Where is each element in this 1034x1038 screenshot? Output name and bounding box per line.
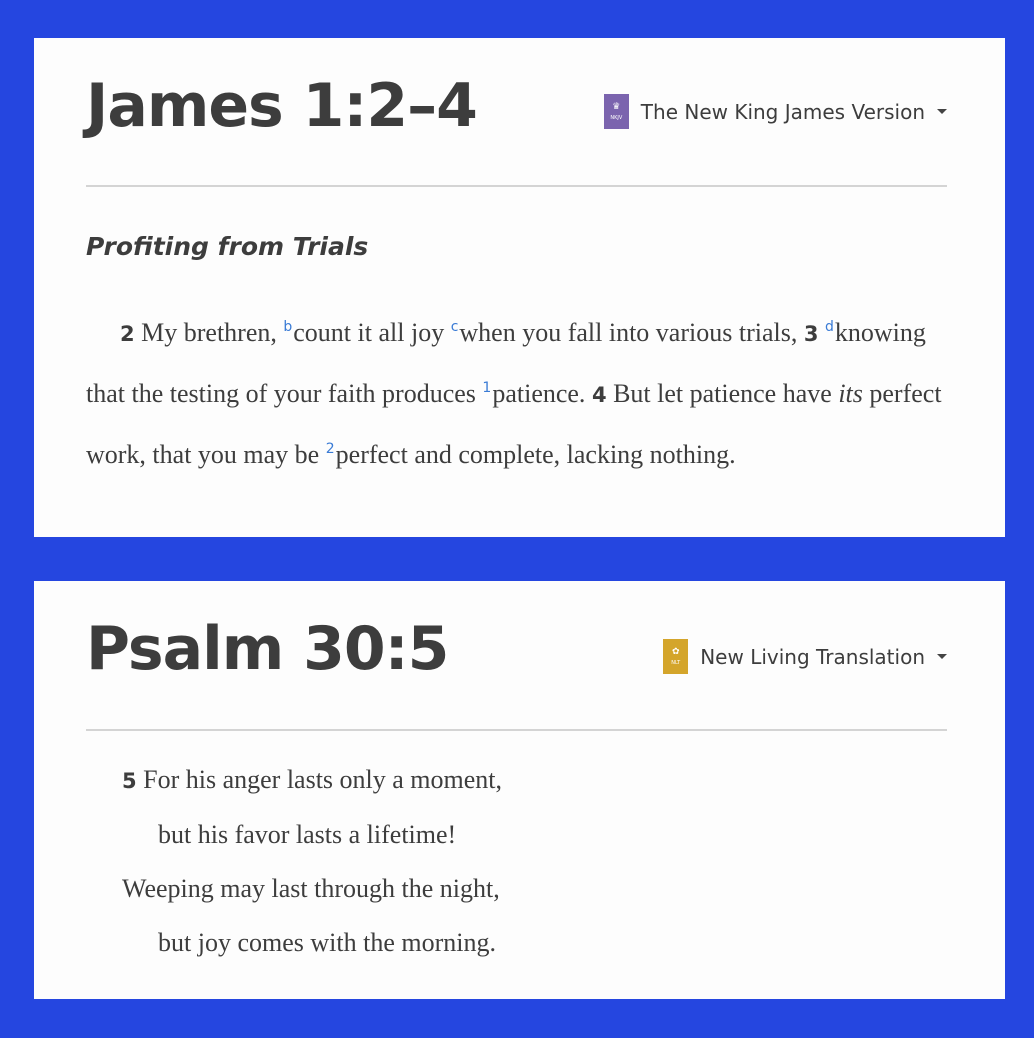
chevron-down-icon: [937, 654, 947, 659]
passage-reference: James 1:2–4: [86, 71, 477, 141]
footnote-marker[interactable]: c: [450, 319, 459, 335]
crown-icon: ♛ NKJV: [604, 94, 629, 129]
verse-text: patience.: [492, 379, 586, 408]
verse-text: when you fall into various trials,: [459, 318, 798, 347]
version-abbr: NKJV: [610, 114, 623, 121]
version-name: New Living Translation: [700, 644, 925, 669]
verse-text: knowing that the testing of your faith produces: [86, 318, 926, 408]
footnote-marker[interactable]: b: [283, 319, 293, 335]
version-selector[interactable]: [663, 639, 947, 674]
flower-icon: ✿ NLT: [663, 639, 688, 674]
verse-number: 5: [122, 769, 137, 793]
chevron-down-icon: [937, 109, 947, 114]
verse-text: For his anger lasts only a moment,: [143, 765, 503, 794]
version-selector[interactable]: [604, 94, 947, 129]
passage-text: [86, 300, 947, 482]
poetry-line: [122, 753, 502, 808]
version-abbr: NLT: [671, 659, 681, 666]
passage-card-james: [34, 38, 1005, 537]
verse-italic-text: its: [838, 379, 863, 408]
passage-text: [122, 753, 502, 970]
verse-text: count it all joy: [293, 318, 445, 347]
divider: [86, 729, 947, 731]
verse-text: My brethren,: [141, 318, 277, 347]
divider: [86, 185, 947, 187]
verse-number: 3: [803, 322, 819, 346]
poetry-line: but joy comes with the morning.: [158, 928, 496, 957]
passage-card-psalm: [34, 581, 1005, 999]
section-heading: Profiting from Trials: [86, 232, 369, 261]
verse-number: 2: [120, 322, 135, 346]
footnote-marker[interactable]: d: [824, 319, 834, 335]
verse-number: 4: [591, 383, 607, 407]
poetry-line: but his favor lasts a lifetime!: [158, 820, 457, 849]
passage-reference: Psalm 30:5: [86, 614, 449, 684]
footnote-marker[interactable]: 1: [482, 380, 492, 396]
verse-text: perfect and complete, lacking nothing.: [335, 440, 736, 469]
poetry-line: Weeping may last through the night,: [122, 874, 500, 903]
version-name: The New King James Version: [640, 99, 925, 124]
footnote-marker[interactable]: 2: [325, 441, 335, 457]
verse-text: But let patience have: [613, 379, 832, 408]
verse-text: perfect work, that you may be: [86, 379, 942, 469]
